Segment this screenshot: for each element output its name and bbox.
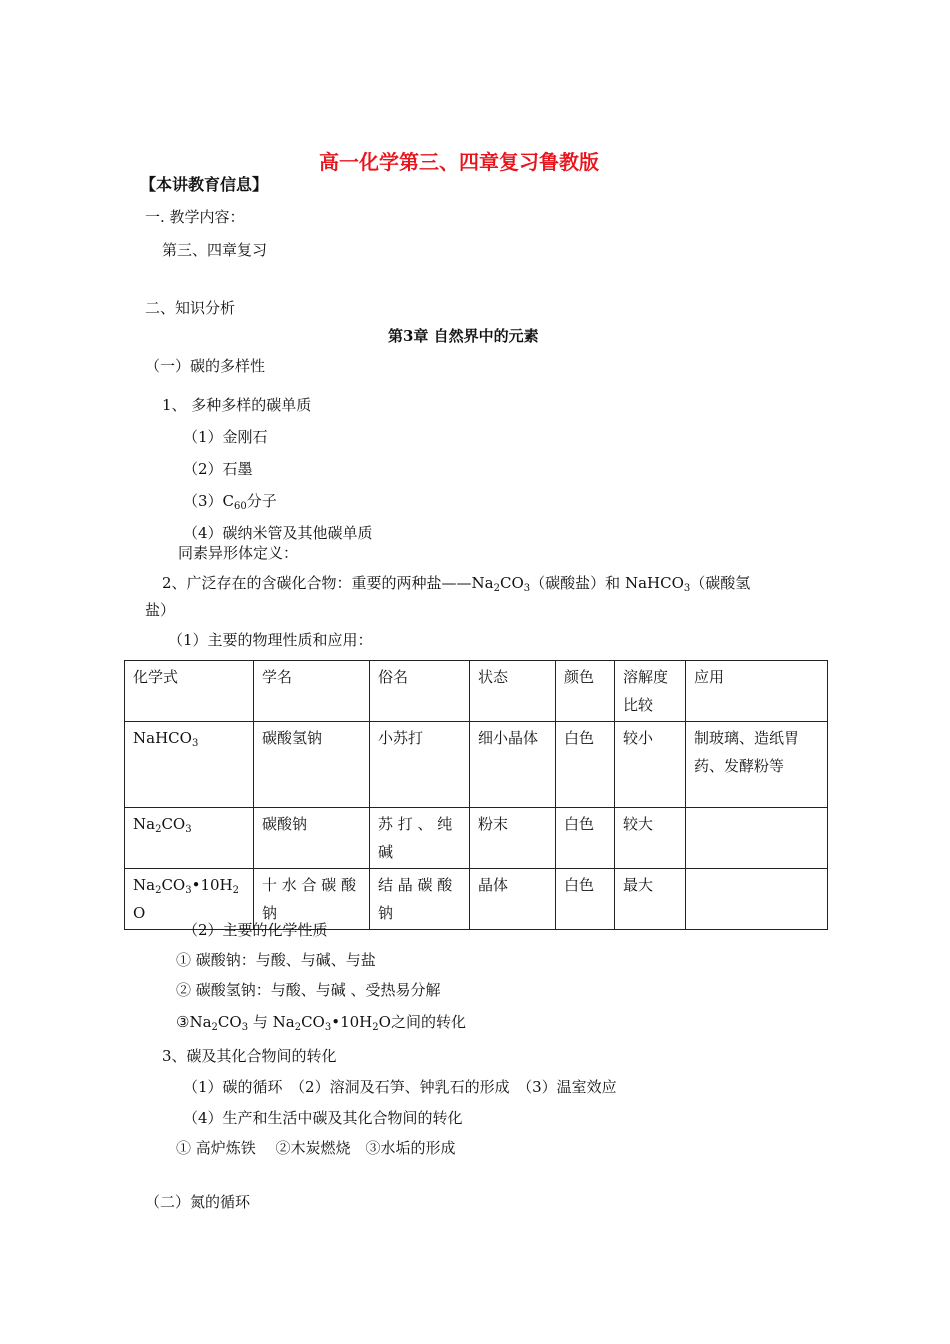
chem-props-line-1: ① 碳酸钠：与酸、与碱、与盐	[176, 951, 376, 969]
table-cell: 晶体	[470, 869, 556, 930]
item-2-heading-cont: 盐）	[145, 601, 176, 619]
table-row	[125, 722, 828, 808]
table-cell: 碳酸氢钠	[254, 722, 370, 808]
table-header: 化学式	[125, 661, 254, 722]
item-3-line-2: （4）生产和生活中碳及其化合物间的转化	[183, 1109, 463, 1127]
table-cell	[686, 869, 828, 930]
table-header: 应用	[686, 661, 828, 722]
item-1-sub-3: $(3)C_{60}$分子	[183, 492, 277, 512]
table-cell: 细小晶体	[470, 722, 556, 808]
table-cell: 白色	[556, 722, 615, 808]
table-cell: 小苏打	[370, 722, 470, 808]
table-cell: 白色	[556, 869, 615, 930]
table-row	[125, 808, 828, 869]
table-cell: 较大	[615, 808, 686, 869]
info-header: 【本讲教育信息】	[140, 175, 269, 194]
table-cell: 制玻璃、造纸胃药、发酵粉等	[686, 722, 828, 808]
table-cell: 较小	[615, 722, 686, 808]
table-header: 溶解度比较	[615, 661, 686, 722]
part-1-heading: （一）碳的多样性	[145, 357, 266, 375]
table-cell: 粉末	[470, 808, 556, 869]
chem-props-line-3: $③Na_2CO_3$ 与 $Na_2CO_3•10H_2O$之间的转化	[176, 1013, 466, 1033]
item-2-heading: 2、广泛存在的含碳化合物：重要的两种盐$——Na_2CO_3$（碳酸盐）和 NaHCO$_3$（碳酸氢	[162, 574, 751, 594]
item-1-sub-1: （1）金刚石	[183, 428, 268, 446]
chem-props-line-2: ② 碳酸氢钠：与酸、与碱 、受热易分解	[176, 981, 441, 999]
table-cell: 十 水 合 碳 酸钠	[254, 869, 370, 930]
table-header-row	[125, 661, 828, 722]
item-3-heading: 3、碳及其化合物间的转化	[162, 1047, 337, 1065]
table-cell: 碳酸钠	[254, 808, 370, 869]
item-1-sub-4: （4）碳纳米管及其他碳单质	[183, 524, 373, 542]
table-header: 学名	[254, 661, 370, 722]
section-2-label: 二、知识分析	[145, 299, 236, 317]
table-header: 颜色	[556, 661, 615, 722]
item-3-line-1: （1）碳的循环 （2）溶洞及石笋、钟乳石的形成 （3）温室效应	[183, 1078, 617, 1096]
formula-cell: $Na_2CO_3$	[125, 808, 254, 869]
page-title: 高一化学第三、四章复习鲁教版	[319, 150, 599, 174]
table-cell: 白色	[556, 808, 615, 869]
table-header: 俗名	[370, 661, 470, 722]
section-1-content: 第三、四章复习	[162, 241, 268, 259]
item-1-sub-2: （2）石墨	[183, 460, 253, 478]
item-1-heading: 1、 多种多样的碳单质	[162, 396, 312, 414]
table-cell: 苏 打 、 纯碱	[370, 808, 470, 869]
table-cell: 结 晶 碳 酸钠	[370, 869, 470, 930]
formula-cell: NaHCO$_3$	[125, 722, 254, 808]
chem-props-heading: （2）主要的化学性质	[183, 921, 328, 939]
allotrope-definition: 同素异形体定义：	[178, 544, 299, 562]
physical-props-heading: （1）主要的物理性质和应用：	[168, 631, 373, 649]
table-cell: 最大	[615, 869, 686, 930]
table-cell	[686, 808, 828, 869]
table-header: 状态	[470, 661, 556, 722]
section-1-label: 一. 教学内容：	[145, 208, 245, 226]
part-2-heading: （二）氮的循环	[145, 1193, 251, 1211]
chapter-title: 第3章 自然界中的元素	[388, 327, 539, 345]
formula-cell: $Na_2CO_3•10H_2O$	[125, 869, 254, 930]
item-3-line-3: ① 高炉炼铁 ②木炭燃烧 ③水垢的形成	[176, 1139, 456, 1157]
properties-table	[124, 660, 828, 930]
